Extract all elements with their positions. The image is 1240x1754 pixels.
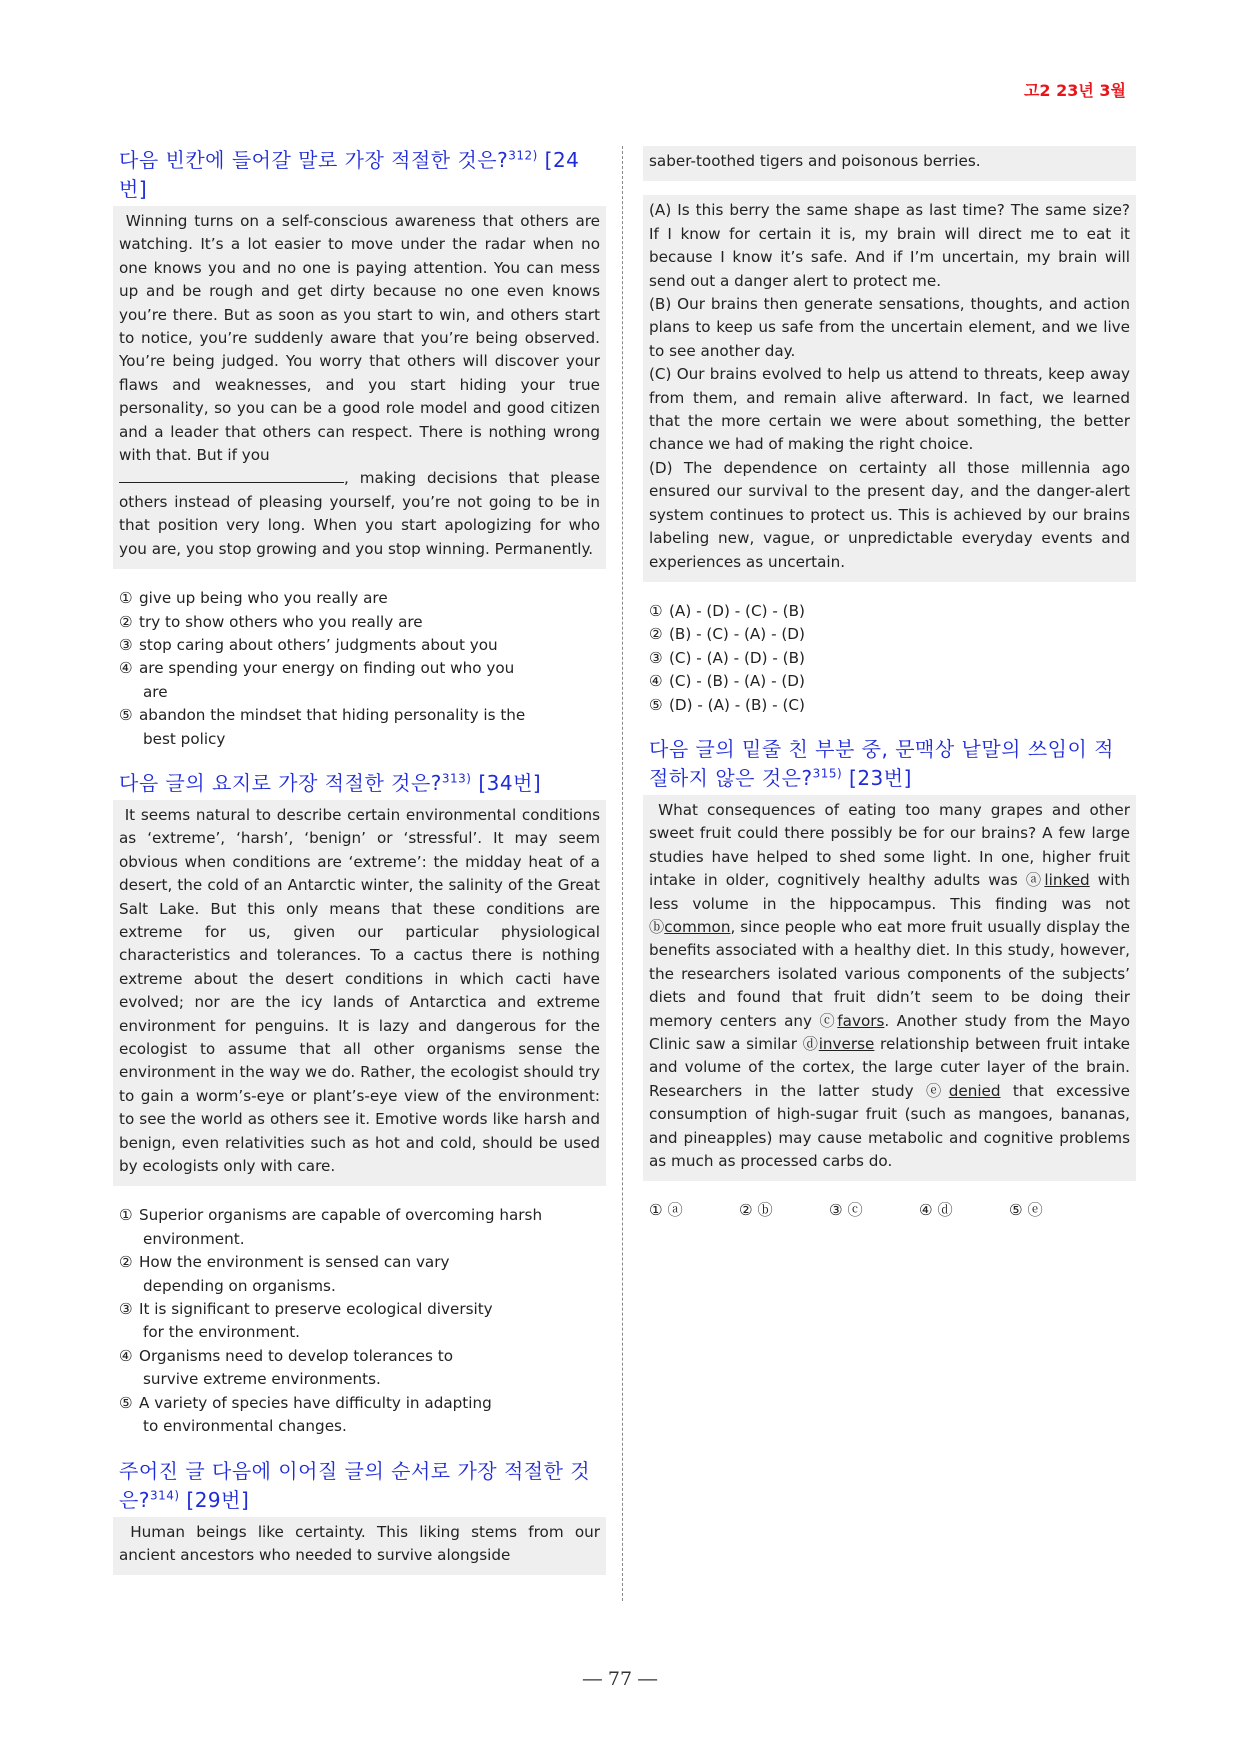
option-1[interactable]: ① give up being who you really are (119, 589, 388, 608)
footnote-ref: 315) (812, 766, 843, 781)
part-c: (C) Our brains evolved to help us attend to threats, keep away from them, and remain alive afterward. In fact, we learned that the more certain we were about something, the better chance we had of making the right choice. (649, 365, 1130, 454)
question-title-text: 주어진 글 다음에 이어질 글의 순서로 가장 적절한 것은? (119, 1458, 591, 1512)
question-314-intro (113, 1517, 606, 1576)
circled-marker-e: ⓔ (925, 1081, 949, 1100)
circled-marker-a: ⓐ (1025, 871, 1045, 890)
question-314-title (119, 1457, 600, 1515)
underlined-word-e: denied (948, 1081, 1001, 1100)
question-314-options (643, 600, 1136, 717)
question-313-passage (113, 800, 606, 1187)
option-3[interactable]: ③ ⓒ (829, 1201, 863, 1220)
option-5[interactable]: ⑤ ⓔ (1009, 1201, 1043, 1220)
question-313-title (119, 769, 600, 798)
passage-text: saber-toothed tigers and poisonous berries. (649, 152, 981, 170)
underlined-word-d: inverse (818, 1035, 875, 1053)
left-column (113, 146, 606, 1575)
option-5[interactable]: ⑤ abandon the mindset that hiding personality is the best policy (119, 706, 526, 748)
question-number: [23번] (849, 765, 912, 790)
option-2[interactable]: ② How the environment is sensed can vary depending on organisms. (119, 1253, 450, 1295)
option-1[interactable]: ① ⓐ (649, 1201, 683, 1220)
option-2[interactable]: ② (B) - (C) - (A) - (D) (649, 625, 805, 644)
option-4[interactable]: ④ ⓓ (919, 1201, 953, 1220)
circled-marker-c: ⓒ (819, 1011, 838, 1030)
question-312-options (113, 587, 606, 751)
option-2[interactable]: ② ⓑ (739, 1201, 773, 1220)
option-1[interactable]: ① (A) - (D) - (C) - (B) (649, 601, 805, 620)
right-column (643, 146, 1136, 1223)
passage-text: It seems natural to describe certain environmental conditions as ‘extreme’, ‘harsh’, ‘benign’ or ‘stressful’. It may seem obvious when conditions are ‘extreme’: the midday heat of a desert, the cold of an Antarctic winter, the salinity of the Great Salt Lake. But this only means that these conditions are extreme for us, given our particular physiological characteristics and tolerances. To a cactus there is nothing extreme about the desert conditions in which cacti have evolved; nor are the icy lands of Antarctica and extreme environment for penguins. It is lazy and dangerous for the ecologist to assume that all other organisms sense the environment in the way we do. Rather, the ecologist should try to gain a worm’s-eye or plant’s-eye view of the environment: to see the world as others see it. Emotive words like harsh and benign, even relativities such as hot and cold, should be used by ecologists only with care. (119, 805, 600, 1176)
circled-marker-b: ⓑ (649, 917, 665, 936)
answer-blank (119, 468, 344, 483)
question-title-text: 다음 빈칸에 들어갈 말로 가장 적절한 것은? (119, 148, 509, 172)
passage-text: Human beings like certainty. This liking stems from our ancient ancestors who needed to survive alongside (119, 1522, 601, 1564)
column-divider (622, 146, 623, 1601)
underlined-word-a: linked (1044, 871, 1090, 890)
option-4[interactable]: ④ Organisms need to develop tolerances to survive extreme environments. (119, 1346, 453, 1389)
question-number: [34번] (478, 770, 542, 795)
question-314-intro-continued (643, 146, 1136, 181)
underlined-word-c: favors (837, 1011, 885, 1030)
question-title-text: 다음 글의 밑줄 친 부분 중, 문맥상 낱말의 쓰임이 적절하지 않은 것은? (649, 736, 1114, 790)
option-5[interactable]: ⑤ A variety of species have difficulty in adapting to environmental changes. (119, 1393, 492, 1436)
question-314-parts (643, 195, 1136, 582)
option-3[interactable]: ③ (C) - (A) - (D) - (B) (649, 648, 805, 667)
question-title-text: 다음 글의 요지로 가장 적절한 것은? (119, 770, 442, 795)
question-315-options (643, 1199, 1136, 1222)
option-3[interactable]: ③ stop caring about others’ judgments about you (119, 635, 498, 654)
circled-marker-d: ⓓ (802, 1035, 819, 1053)
option-4[interactable]: ④ (C) - (B) - (A) - (D) (649, 672, 805, 691)
footnote-ref: 314) (149, 1487, 180, 1502)
option-4[interactable]: ④ are spending your energy on finding out who you are (119, 659, 515, 701)
page-header-label: 고2 23년 3월 (1023, 81, 1126, 100)
passage-text: Winning turns on a self-conscious awareness that others are watching. It’s a lot easier to move under the radar when no one knows you and no one is paying attention. You can mess up and be rough and get dirty because no one even knows you’re there. But as soon as you start to win, and others start to notice, you’re suddenly aware that you’re being observed. You’re being judged. You worry that others will discover your flaws and weaknesses, and you start hiding your true personality, so you can be a good role model and good citizen and a leader that others can respect. There is nothing wrong with that. But if you (119, 212, 600, 465)
underlined-word-b: common (664, 917, 731, 936)
option-2[interactable]: ② try to show others who you really are (119, 612, 423, 631)
question-312-passage (113, 206, 606, 569)
option-5[interactable]: ⑤ (D) - (A) - (B) - (C) (649, 695, 805, 714)
footnote-ref: 313) (441, 771, 472, 786)
footnote-ref: 312) (508, 148, 538, 163)
question-312-title (119, 146, 600, 204)
page-number: ― 77 ― (582, 1668, 658, 1690)
question-315-passage: What consequences of eating too many grapes and other sweet fruit could there possibly be for our brains? A few large studies have helped to shed some light. In one, higher fruit intake in older, cognitively healthy adults was ⓐlinked with less volume in the hippocampus. This finding was not ⓑcommon, since people who eat more fruit usually display the benefits associated with a healthy diet. In this study, however, the researchers isolated various components of the subjects’ diets and found that fruit didn’t seem to be doing their memory centers any ⓒfavors. Another study from the Mayo Clinic saw a similar ⓓinverse relationship between fruit intake and volume of the cortex, the large cuter layer of the brain. Researchers in the latter study ⓔdenied that excessive consumption of high-sugar fruit (such as mangoes, bananas, and pineapples) may cause metabolic and cognitive problems as much as processed carbs do. (643, 795, 1136, 1182)
question-number: [29번] (186, 1487, 250, 1512)
option-1[interactable]: ① Superior organisms are capable of overcoming harsh environment. (119, 1206, 543, 1248)
passage-text: , making decisions that please others instead of pleasing yourself, you’re not going to be in that position very long. When you start apologizing for who you are, you stop growing and you stop winning. Permanently. (119, 469, 600, 558)
part-d: (D) The dependence on certainty all those millennia ago ensured our survival to the present day, and the danger-alert system continues to protect us. This is achieved by our brains labeling new, vague, or unpredictable everyday events and experiences as uncertain. (649, 458, 1130, 571)
option-3[interactable]: ③ It is significant to preserve ecological diversity for the environment. (119, 1300, 493, 1342)
part-b: (B) Our brains then generate sensations, thoughts, and action plans to keep us safe from the uncertain element, and we live to see another day. (649, 295, 1130, 360)
part-a: (A) Is this berry the same shape as last time? The same size? If I know for certain it is, my brain will direct me to eat it because I know it’s safe. And if I’m uncertain, my brain will send out a danger alert to protect me. (649, 201, 1130, 290)
question-313-options (113, 1204, 606, 1438)
question-number: [24번] (119, 148, 580, 201)
question-315-title (649, 735, 1130, 793)
